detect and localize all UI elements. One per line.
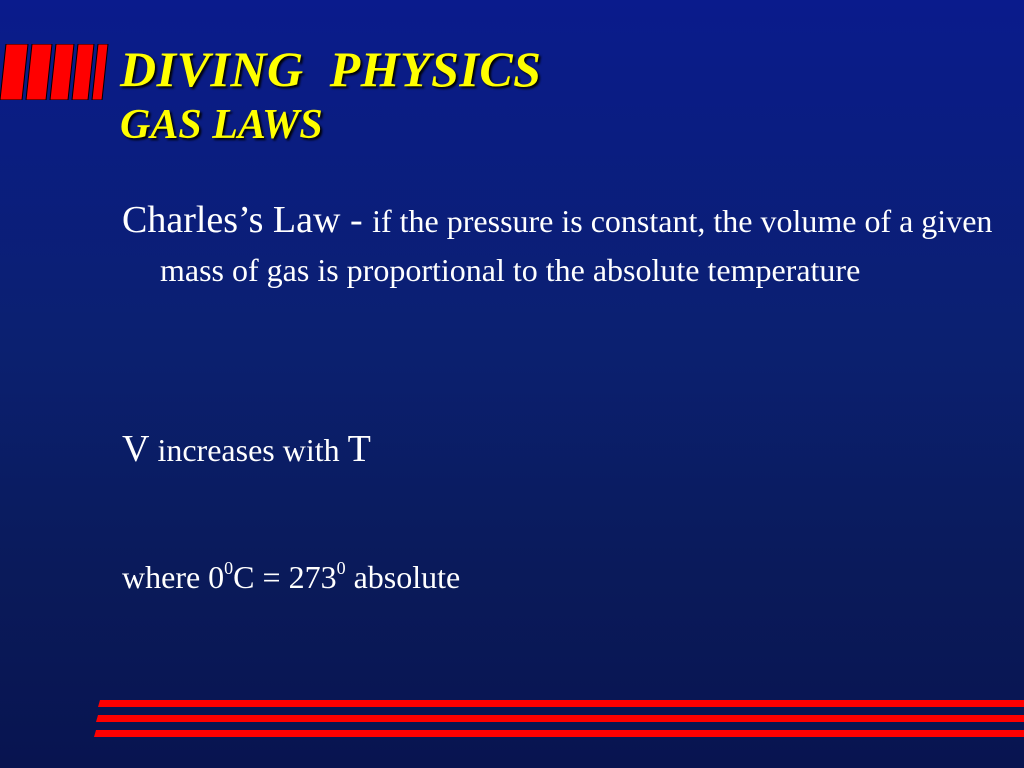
degree-superscript-1: 0 (224, 558, 234, 578)
relation-line (122, 424, 371, 475)
relation-text: increases with (149, 432, 348, 468)
degree-superscript-2: 0 (336, 558, 346, 578)
law-name: Charles’s Law - (122, 199, 373, 241)
charles-law-paragraph (122, 196, 1020, 295)
law-statement: if the pressure is constant, the volume of a given mass of gas is proportional to the absolute temperature (160, 203, 993, 288)
note-part-2: C = 273 (233, 559, 337, 595)
note-part-3: absolute (345, 559, 461, 595)
variable-t: T (347, 428, 371, 470)
variable-v: V (122, 428, 150, 470)
absolute-temperature-note (122, 552, 460, 602)
red-stripes-decoration-bottom (94, 700, 1024, 738)
slide-title (120, 40, 542, 150)
red-stripes-decoration-top (0, 44, 110, 100)
title-line-diving-physics: DIVING PHYSICS (120, 41, 542, 97)
note-part-1: where 0 (122, 559, 225, 595)
title-line-gas-laws: GAS LAWS (120, 102, 323, 148)
